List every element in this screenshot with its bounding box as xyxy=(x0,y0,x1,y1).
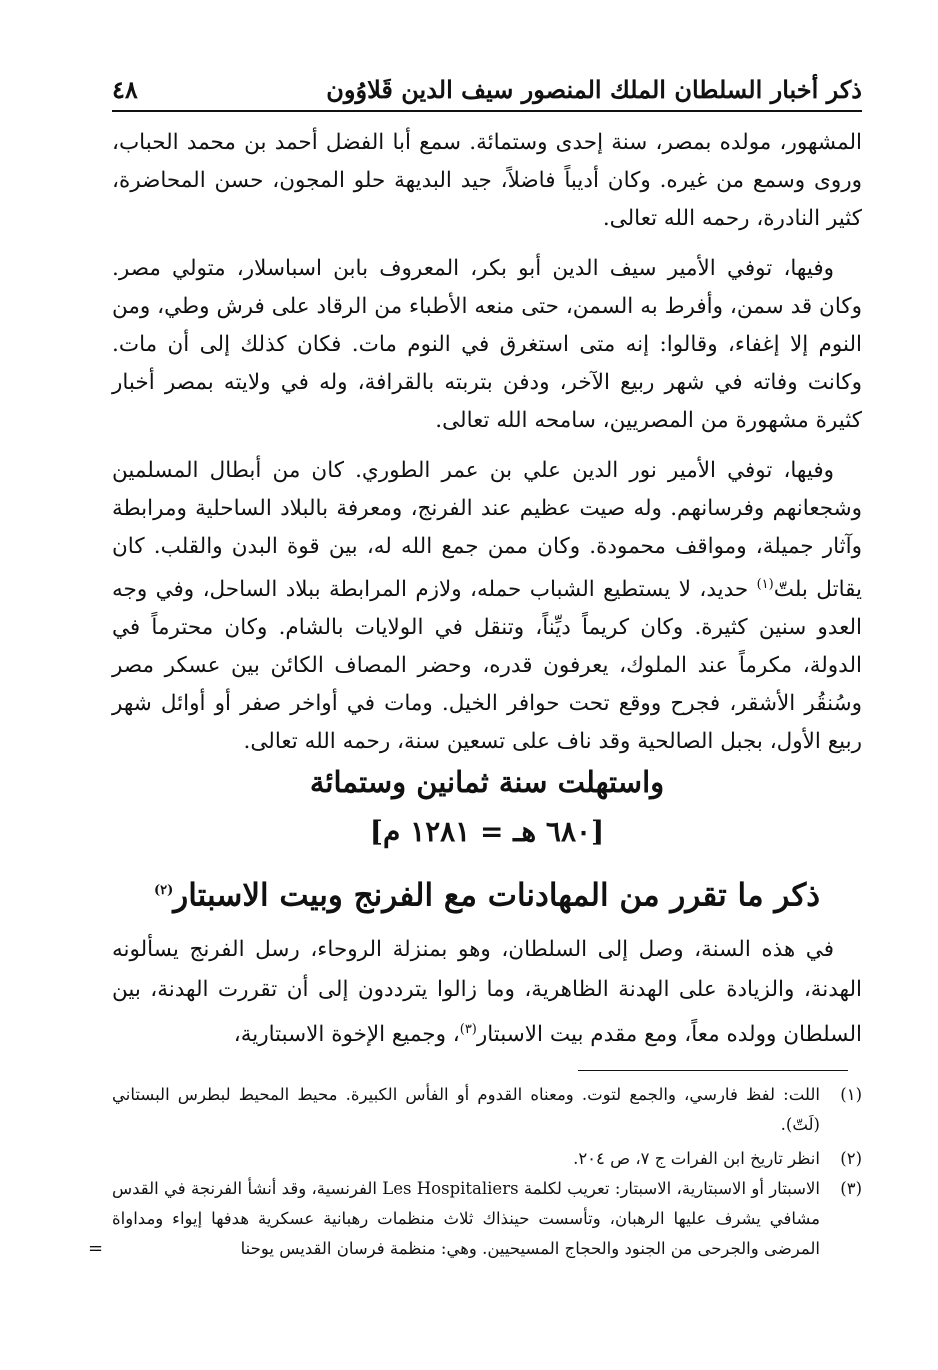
footnote-divider xyxy=(578,1070,848,1071)
year-date: [٦٨٠ هـ = ١٢٨١ م] xyxy=(369,815,605,848)
footnote-text: الاسبتار أو الاسبتارية، الاسبتار: تعريب لكلمة Les Hospitaliers الفرنسية، وقد أنشأ الفرنجة في القدس مشافي يشرف عليها الرهبان، وتأسست حينذاك ثلاث منظمات رهبانية عسكرية هدفها إيواء ومداواة المرضى والجرحى من الجنود والحجاج المسيحيين. وهي: منظمة فرسان القديس يوحنا xyxy=(112,1179,820,1258)
paragraph-3-part-1: وفيها، توفي الأمير نور الدين علي بن عمر الطوري. كان من أبطال المسلمين وشجعانهم وفرسانهم. وله صيت عظيم عند الفرنج، ومعرفة بالبلاد الساحلية ومرابطة وآثار جميلة، ومواقف محمودة. وكان ممن جمع الله له، بين قوة البدن والقلب. كان يقاتل بلتّ xyxy=(112,458,862,603)
section-text xyxy=(112,930,862,1055)
footnote-number: (١) xyxy=(840,1085,862,1104)
footnote-text: انظر تاريخ ابن الفرات ج ٧، ص ٢٠٤. xyxy=(573,1149,820,1168)
paragraph-2: وفيها، توفي الأمير سيف الدين أبو بكر، المعروف بابن اسباسلار، متولي مصر. وكان قد سمن، وأفرط به السمن، حتى منعه الأطباء من الرقاد على فرش وطي، ومن النوم إلا إغفاء، وقالوا: إنه متى استغرق في النوم مات. فكان كذلك إلى أن مات. وكانت وفاته في شهر ربيع الآخر، ودفن بتربته بالقرافة، وله في ولايته بمصر أخبار كثيرة مشهورة من المصريين، سامحه الله تعالى. xyxy=(112,256,862,433)
footnote-ref-3: (٣) xyxy=(459,1022,477,1037)
year-title: واستهلت سنة ثمانين وستمائة xyxy=(309,765,665,799)
section-paragraph-part-1: في هذه السنة، وصل إلى السلطان، وهو بمنزلة الروحاء، رسل الفرنج يسألونه الهدنة، والزيادة على الهدنة الظاهرية، وما زالوا يترددون إلى أن تقررت الهدنة، بين السلطان وولده معاً، ومع مقدم بيت الاسبتار xyxy=(112,937,862,1048)
page-number: ٤٨ xyxy=(112,75,138,104)
section-paragraph-part-2: ، وجميع الإخوة الاسبتارية، xyxy=(233,1022,460,1048)
section-paragraph xyxy=(112,930,862,1055)
footnote-2 xyxy=(112,1144,862,1174)
page-header xyxy=(112,68,862,112)
footnote-number: (٢) xyxy=(840,1149,862,1168)
footnote-text: اللت: لفظ فارسي، والجمع لتوت. ومعناه القدوم أو الفأس الكبيرة. محيط المحيط لبطرس البستاني (لَتّ). xyxy=(112,1085,820,1134)
running-title: ذكر أخبار السلطان الملك المنصور سيف الدين قَلاوُون xyxy=(326,75,862,104)
footnote-ref-1: (١) xyxy=(756,577,774,592)
section-title xyxy=(112,866,862,920)
section-title-text: ذكر ما تقرر من المهادنات مع الفرنج وبيت الاسبتار xyxy=(173,877,821,914)
paragraph-1: المشهور، مولده بمصر، سنة إحدى وستمائة. سمع أبا الفضل أحمد بن محمد الحباب، وروى وسمع من غيره. وكان أديباً فاضلاً، جيد البديهة حلو المجون، حسن المحاضرة، كثير النادرة، رحمه الله تعالى. xyxy=(112,130,862,231)
paragraph-3 xyxy=(112,452,862,761)
continuation-mark: = xyxy=(88,1238,104,1259)
footnote-3 xyxy=(88,1174,862,1264)
footnote-ref-2: (٢) xyxy=(153,883,174,898)
footnote-number: (٣) xyxy=(840,1179,862,1198)
paragraph-3-part-2: حديد، لا يستطيع الشباب حمله، ولازم المرابطة ببلاد الساحل، وفي وجه العدو سنين كثيرة. وكان كريماً ديِّناً، وتنقل في الولايات بالشام. وكان محترماً في الدولة، مكرماً عند الملوك، يعرفون قدره، وحضر المصاف الكائن بين عسكر مصر وسُنقُر الأشقر، فجرح ووقع تحت حوافر الخيل. ومات في أواخر صفر أو أوائل شهر ربيع الأول، بجبل الصالحية وقد ناف على تسعين سنة، رحمه الله تعالى. xyxy=(112,577,862,755)
footnotes xyxy=(88,1080,862,1264)
footnote-1 xyxy=(112,1080,862,1140)
main-text xyxy=(112,124,862,773)
year-heading xyxy=(112,760,862,854)
